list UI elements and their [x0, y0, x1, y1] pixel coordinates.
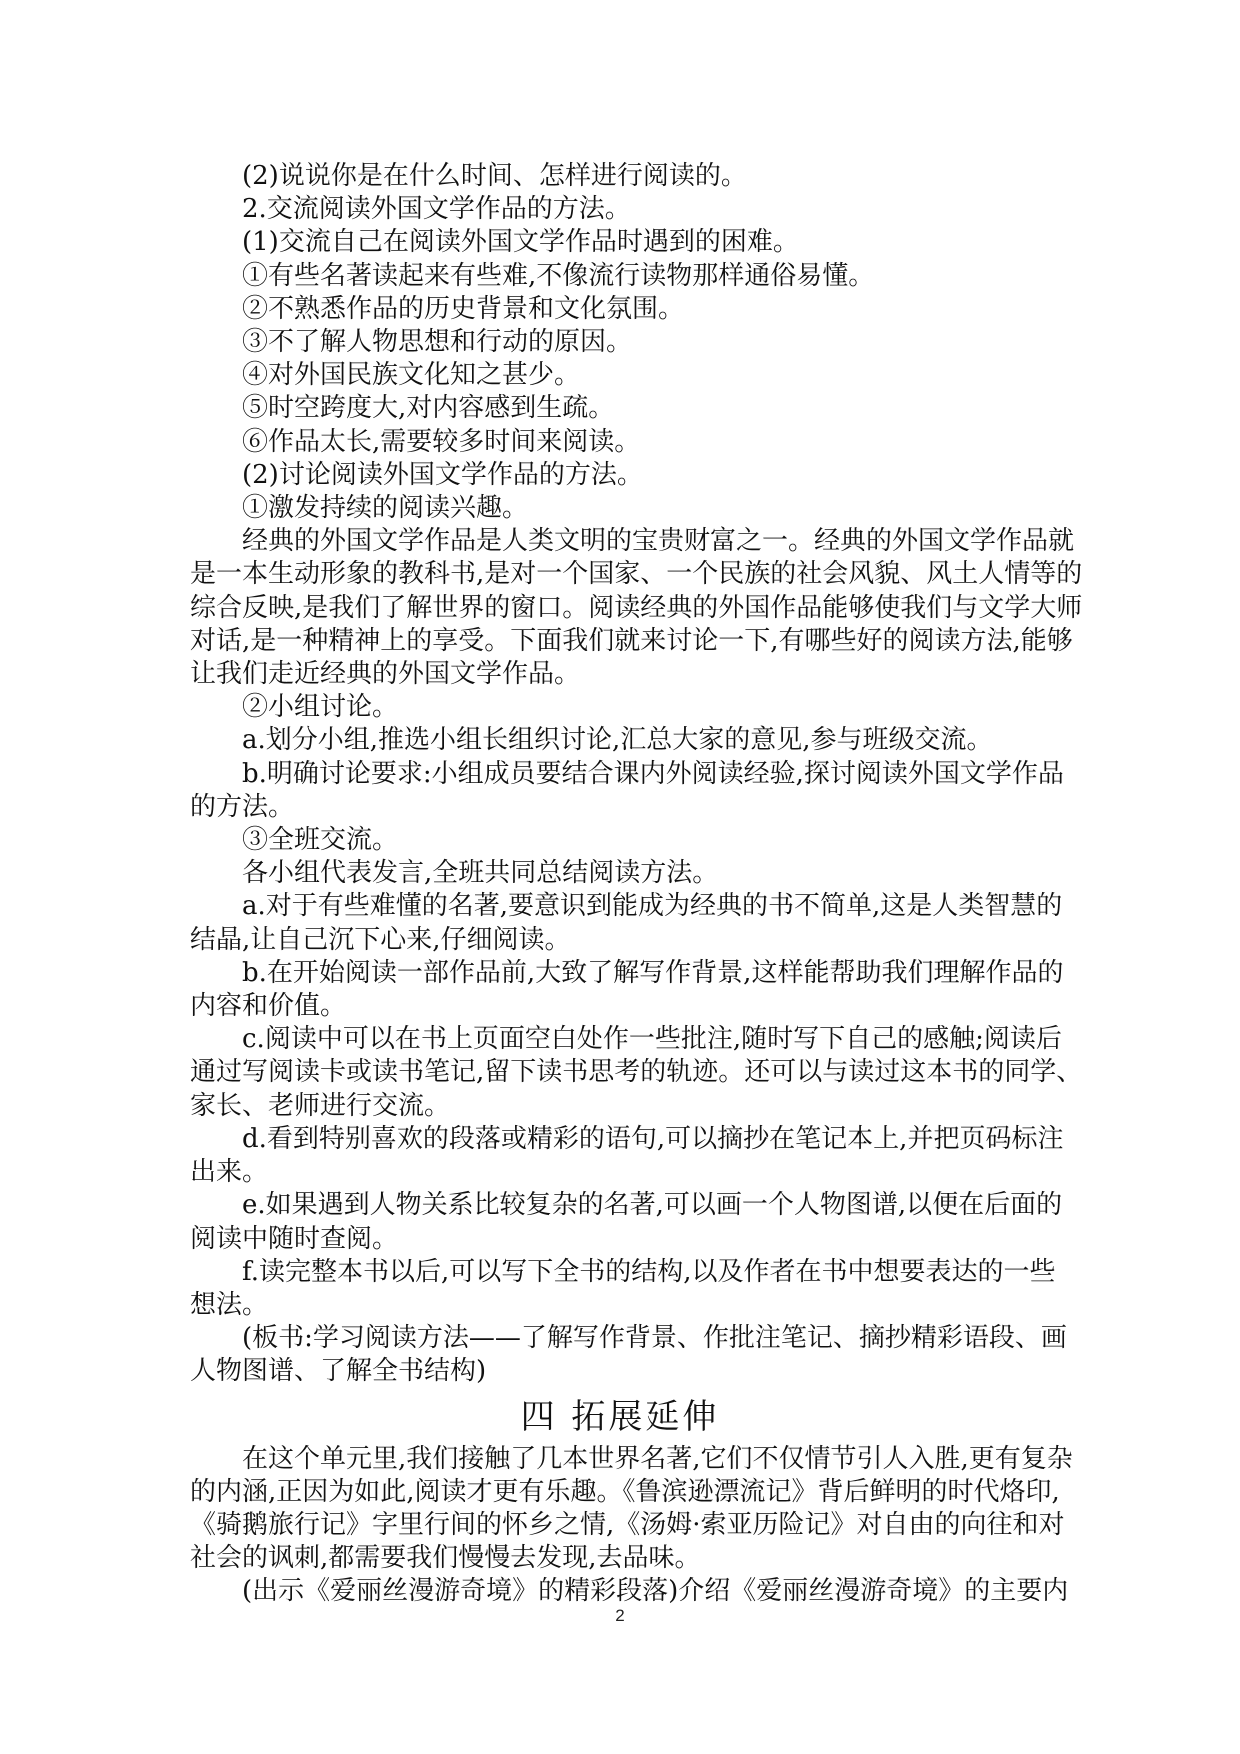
text-line: 家长、老师进行交流。	[190, 1090, 451, 1121]
text-line: 综合反映,是我们了解世界的窗口。阅读经典的外国作品能够使我们与文学大师	[190, 592, 1083, 623]
text-line: 人物图谱、了解全书结构)	[190, 1356, 487, 1387]
text-line: (1)交流自己在阅读外国文学作品时遇到的困难。	[242, 227, 799, 258]
text-line: 内容和价值。	[190, 991, 347, 1022]
text-line: ⑥作品太长,需要较多时间来阅读。	[242, 426, 641, 457]
text-line: 经典的外国文学作品是人类文明的宝贵财富之一。经典的外国文学作品就	[242, 526, 1075, 557]
text-line: ②不熟悉作品的历史背景和文化氛围。	[242, 293, 685, 324]
text-line: 的方法。	[190, 791, 295, 822]
text-line: 结晶,让自己沉下心来,仔细阅读。	[190, 924, 571, 955]
text-line: a.划分小组,推选小组长组织讨论,汇总大家的意见,参与班级交流。	[242, 725, 993, 756]
text-line: c.阅读中可以在书上页面空白处作一些批注,随时写下自己的感触;阅读后	[242, 1024, 1062, 1055]
text-line: (出示《爱丽丝漫游奇境》的精彩段落)介绍《爱丽丝漫游奇境》的主要内	[242, 1576, 1069, 1607]
text-line: 想法。	[190, 1289, 269, 1320]
body-text	[190, 160, 1083, 1389]
text-line: 各小组代表发言,全班共同总结阅读方法。	[242, 858, 719, 889]
text-line: 对话,是一种精神上的享受。下面我们就来讨论一下,有哪些好的阅读方法,能够	[190, 625, 1073, 656]
document-page	[190, 160, 1083, 1609]
text-line: e.如果遇到人物关系比较复杂的名著,可以画一个人物图谱,以便在后面的	[242, 1190, 1063, 1221]
text-line: (2)说说你是在什么时间、怎样进行阅读的。	[242, 161, 747, 191]
text-line: d.看到特别喜欢的段落或精彩的语句,可以摘抄在笔记本上,并把页码标注	[242, 1123, 1064, 1154]
text-line: ⑤时空跨度大,对内容感到生疏。	[242, 393, 615, 424]
section-heading: 四 拓展延伸	[520, 1396, 720, 1437]
text-line: ③不了解人物思想和行动的原因。	[242, 327, 633, 358]
text-line: b.明确讨论要求:小组成员要结合课内外阅读经验,探讨阅读外国文学作品	[242, 758, 1064, 789]
text-line: 在这个单元里,我们接触了几本世界名著,它们不仅情节引人入胜,更有复杂	[242, 1443, 1073, 1474]
text-line: 社会的讽刺,都需要我们慢慢去发现,去品味。	[190, 1543, 701, 1574]
text-line: b.在开始阅读一部作品前,大致了解写作背景,这样能帮助我们理解作品的	[242, 957, 1064, 988]
text-line: 2.交流阅读外国文学作品的方法。	[242, 194, 631, 225]
text-line: 阅读中随时查阅。	[190, 1223, 399, 1254]
text-line: (板书:学习阅读方法——了解写作背景、作批注笔记、摘抄精彩语段、画	[242, 1323, 1067, 1354]
text-line: 是一本生动形象的教科书,是对一个国家、一个民族的社会风貌、风土人情等的	[190, 559, 1083, 590]
text-line: 让我们走近经典的外国文学作品。	[190, 659, 581, 690]
text-line: 的内涵,正因为如此,阅读才更有乐趣。《鲁滨逊漂流记》背后鲜明的时代烙印,	[190, 1476, 1060, 1507]
text-line: ①激发持续的阅读兴趣。	[242, 493, 529, 524]
text-line: ②小组讨论。	[242, 692, 399, 723]
page-number: 2	[615, 1606, 625, 1625]
text-line: (2)讨论阅读外国文学作品的方法。	[242, 459, 643, 490]
section-body-text	[190, 1443, 1073, 1609]
text-line: 出来。	[190, 1157, 269, 1188]
text-line: 《骑鹅旅行记》字里行间的怀乡之情,《汤姆·索亚历险记》对自由的向往和对	[190, 1509, 1065, 1540]
text-line: ④对外国民族文化知之甚少。	[242, 360, 581, 391]
text-line: 通过写阅读卡或读书笔记,留下读书思考的轨迹。还可以与读过这本书的同学、	[190, 1057, 1083, 1088]
text-line: ③全班交流。	[242, 825, 399, 856]
text-line: f.读完整本书以后,可以写下全书的结构,以及作者在书中想要表达的一些	[242, 1256, 1056, 1287]
text-line: ①有些名著读起来有些难,不像流行读物那样通俗易懂。	[242, 260, 875, 291]
text-line: a.对于有些难懂的名著,要意识到能成为经典的书不简单,这是人类智慧的	[242, 891, 1063, 922]
